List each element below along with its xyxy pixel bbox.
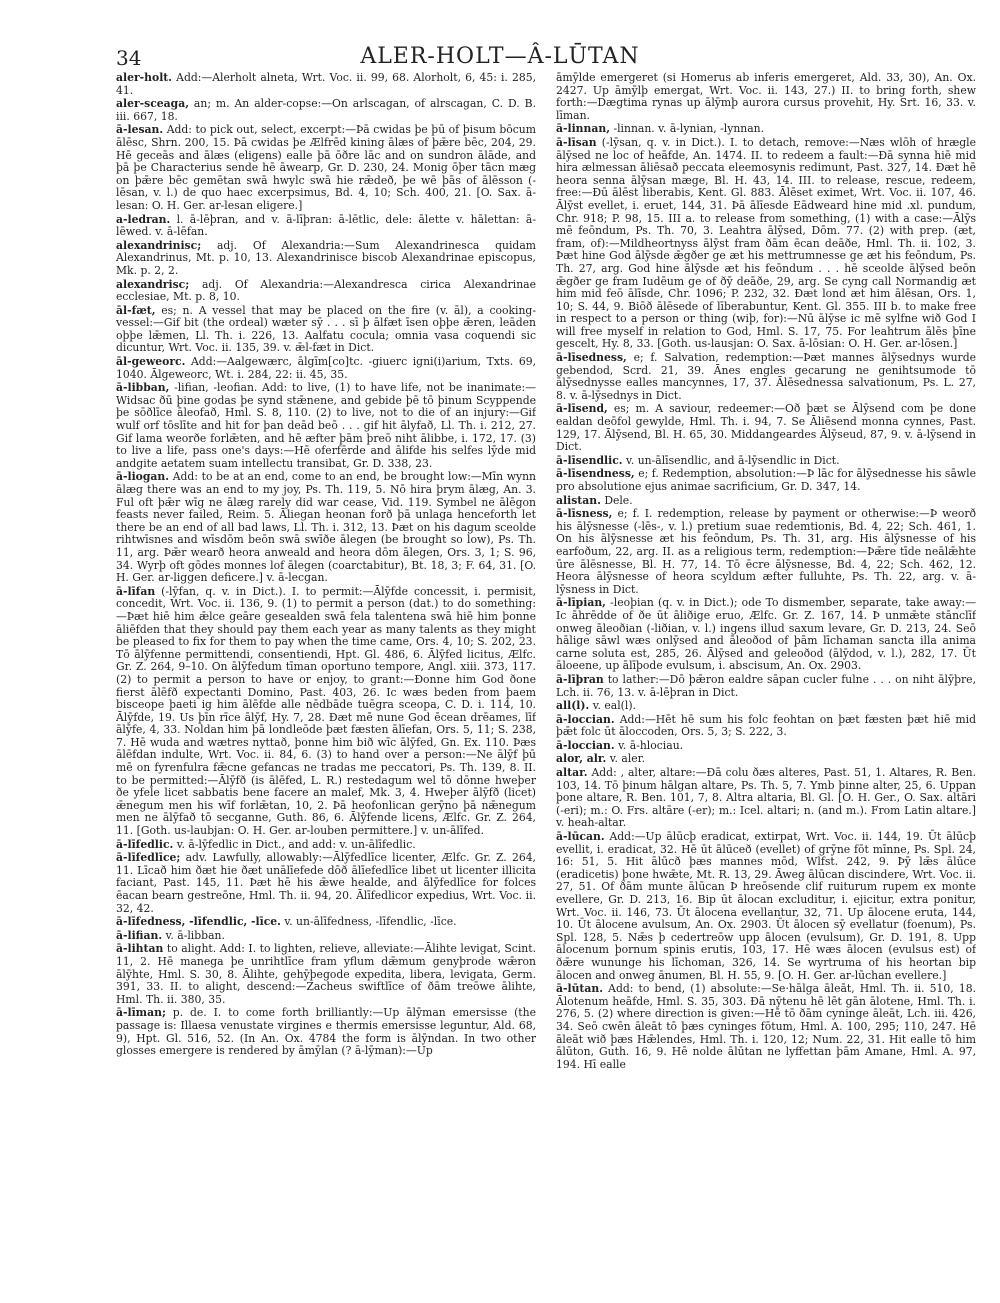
entry-headword: aler-sceaga, bbox=[116, 97, 189, 111]
dictionary-entry bbox=[556, 740, 976, 753]
dictionary-entry bbox=[116, 98, 536, 123]
dictionary-entry bbox=[116, 471, 536, 584]
dictionary-entry bbox=[556, 714, 976, 739]
entry-headword: ā-lihtan bbox=[116, 942, 164, 956]
entry-text: Add: to pick out, select, excerpt:—Þā cwidas þe þū of þisum bōcum ālēsc, Shrn. 200, 15. Þā cwidas þe Ælfrēd kining ālæs of þǣre bēc, 204, 29. Hē geceās and ālæs (eligens) ealle þā ōðre lāc and on sundron ālāde, and þā þe Characterius sende hē āwearp, Gr. D. 230, 24. Monig ōþer tācn mæg on þǣre bēc gemētan swā hwylc swā hie rǣdeð, þe wē þās of ālēsson (-lēsan, v. l.) de quo haec excerpsimus, Bd. 4, 10; Sch. 400, 21. [O. Sax. ā-lesan: O. H. Ger. ar-lesan eligere.] bbox=[116, 123, 536, 212]
entry-headword: alexandrinisc; bbox=[116, 238, 202, 252]
dictionary-entry bbox=[556, 403, 976, 453]
dictionary-entry bbox=[116, 240, 536, 278]
entry-headword: ā-lūtan. bbox=[556, 982, 604, 996]
entry-text: (-lȳsan, q. v. in Dict.). I. to detach, remove:—Næs wlōh of hrægle ālȳsed ne loc of heāfde, An. 1474. II. to redeem a fault:—Ðā synna hiē mid hira ælmessan āliēsað peccata eleemosynis redimunt, Past. 327, 14. Ðæt hē heora senna ālȳsan mæge, Bl. H. 43, 14. III. to release, rescue, redeem, free:—Ðū ālēst liberabis, Kent. Gl. 883. Ālēset eximet, Wrt. Voc. ii. 107, 46. Ālȳst evellet, i. eruet, 144, 31. Þā ālīesde Eādweard hine mid .xl. pundum, Chr. 918; P. 98, 15. III a. to release from something, (1) with a case:—Ālȳs mē feōndum, Ps. Th. 70, 3. Leahtra ālȳsed, Dōm. 77. (2) with prep. (æt, fram, of):—Mildheortnyss ālȳst fram ðām ēcan deāðe, Hml. Th. ii. 102, 3. Þæt hine God ālȳsde ǣgðer ge æt his mettrumnesse ge æt his feōndum, Ps. Th. 27, arg. God hine ālȳsde æt his feōndum . . . hē sceolde ālȳsed beōn ǣgðer ge fram Iudēum ge of ðȳ deāðe, 29, arg. Se cyng call Normandig æt him mid feō ālīsde, Chr. 1096; P. 232, 32. Ðæt lond æt him ālēsan, Ors. 1, 10; S. 44, 9. Biōð ālēsede of līberabuntur, Kent. Gl. 355. III b. to make free in respect to a person or thing (wiþ, for):—Nū ālȳse ic mē sylfne wið God I will free myself in relation to God, Hml. S. 17, 75. For leahtrum ālēs þīne gescelt, Hy. 8, 33. [Goth. us-lausjan: O. Sax. ā-lōsian: O. H. Ger. ar-lōsen.] bbox=[556, 135, 976, 351]
entry-text: v. ā-lȳfedlic in Dict., and add: v. un-ālīfedlic. bbox=[176, 837, 416, 851]
entry-text: (-lȳfan, q. v. in Dict.). I. to permit:—Ālȳfde concessit, i. permisit, concedit, Wrt. Voc. ii. 136, 9. (1) to permit a person (dat.) to do something:—Þæt hiē him ǣlce geāre gesealden swā fela talentena swā hiē him þonne āliēfden that they should pay them each year as many talents as they might be pleased to fix for them to pay when the time came, Ors. 4, 10; S. 202, 23. Tō ālȳfenne permittendi, consentiendi, Hpt. Gl. 486, 6. Ālȳfed licitus, Ælfc. Gr. Z. 264, 9–10. On ālȳfedum tīman oportuno tempore, Angl. xiii. 373, 117. (2) to permit a person to have or enjoy, to grant:—Ðonne him God ðone fierst ālēfð expectanti Domino, Past. 403, 26. Ic wæs beden from þaem bisceope þaeti ig him ālēfde alle nēdbāde tuēgra sceopa, C. D. i. 114, 10. Ālȳfde, 19. Us þīn rīce ālȳf, Hy. 7, 28. Ðæt mē nune God ēcean drēames, līf ālȳfe, 4, 33. Noldan him þā londleōde þæt fæsten ālīefan, Ors. 5, 11; S. 238, 7. Hē wuda and wætres nyttað, þonne him bið wīc ālȳfed, Gn. Ex. 110. Þæs ālēfdan indulte, Wrt. Voc. ii. 84, 6. (3) to hand over a person:—Ne ālȳf þū mē on fyrenfulra fǣcne gefancas ne tradas me peccatori, Ps. Th. 139, 8. II. to be permitted:—Ālȳfð (is ālēfed, L. R.) restedagum wel tō dōnne hweþer ðe yfele licet sabbatis bene facere an malef, Mk. 3, 4. Hweþer ālȳfð (licet) ǣnegum men his wīf forlǣtan, 10, 2. Þā heofonlican gerȳno þā nǣnegum men ne ālȳfað tō secganne, Guth. 86, 6. Ālȳfende licens, Ælfc. Gr. Z. 264, 11. [Goth. us-laubjan: O. H. Ger. ar-louben permittere.] v. un-ālīfed. bbox=[116, 584, 536, 838]
entry-text: es; n. A vessel that may be placed on the fire (v. āl), a cooking-vessel:—Gif bit (the ordeal) wæter sȳ . . . sī þ ālfæt īsen oþþe ǣren, leāden oþþe lǣmen, Ll. Th. i. 226, 13. Aalfatu cocula; omnia vasa coquendi sic dicuntur, Wrt. Voc. ii. 135, 39. v. ǣl-fæt in Dict. bbox=[116, 303, 536, 355]
dictionary-entry bbox=[556, 983, 976, 1071]
entry-text: to lather:—Dō þǣron ealdre sāpan cucler fulne . . . on niht ālȳþre, Lch. ii. 76, 13. v. ā-lēþran in Dict. bbox=[556, 672, 976, 699]
right-column bbox=[556, 72, 976, 1287]
entry-headword: ā-līsness, bbox=[556, 507, 613, 521]
entry-headword: ā-loccian. bbox=[556, 738, 615, 752]
dictionary-entry bbox=[116, 943, 536, 1006]
dictionary-entry bbox=[556, 597, 976, 673]
entry-headword: āl-fæt, bbox=[116, 303, 156, 317]
left-column bbox=[116, 72, 536, 1287]
entry-headword: alistan. bbox=[556, 493, 601, 507]
entry-text: to alight. Add: I. to lighten, relieve, alleviate:—Ālihte levigat, Scint. 11, 2. Hē manega þe unrihtlīce fram yflum dǣmum genyþrode wǣron ālȳhte, Hml. S. 30, 8. Ālihte, gehȳþegode expedita, libera, levigata, Germ. 391, 33. II. to alight, descend:—Zacheus swiftlīce of ðām treōwe ālihte, Hml. Th. ii. 380, 35. bbox=[116, 942, 536, 1006]
dictionary-entry bbox=[556, 352, 976, 402]
dictionary-entry bbox=[556, 767, 976, 830]
dictionary-entry bbox=[556, 508, 976, 596]
entry-text: -lifian, -leofian. Add: to live, (1) to have life, not be inanimate:—Widsac ðū þine godas þe synd stǣnene, and gebide þē tō þinum Scyppende þe sōðlīce āleofað, Hml. S. 8, 110. (2) to live, not to die of an injury:—Gif wulf orf tōslīte and hit for þan deād beō . . . gif hit ālyfað, Ll. Th. i. 212, 27. Gif lama weorðe forlǣten, and hē æfter þām þreō niht ālibbe, i. 172, 17. (3) to live a life, pass one's days:—Hē oferfērde and ālifde his selfes lȳde mid andgite aetatem suam intellectu transibat, Gr. D. 338, 23. bbox=[116, 381, 536, 470]
entry-headword: ā-lūcan. bbox=[556, 830, 605, 844]
entry-headword: alor, alr. bbox=[556, 752, 607, 766]
dictionary-entry bbox=[556, 72, 976, 122]
page-number: 34 bbox=[116, 46, 142, 70]
entry-text: v. un-ālīsendlic, and ā-lȳsendlic in Dict. bbox=[626, 453, 840, 467]
entry-headword: ā-libban, bbox=[116, 381, 170, 395]
dictionary-entry bbox=[116, 356, 536, 381]
entry-text: an; m. An alder-copse:—On arlscagan, of alrscagan, C. D. B. iii. 667, 18. bbox=[116, 97, 536, 123]
dictionary-entry bbox=[116, 279, 536, 304]
entry-text: v. eal(l). bbox=[592, 699, 636, 713]
entry-headword: altar. bbox=[556, 766, 588, 780]
dictionary-entry bbox=[116, 1007, 536, 1057]
entry-text: p. de. I. to come forth brilliantly:—Up ālȳman emersisse (the passage is: Illaesa venustate virgines e thermis emersisse leguntur, Ald. 68, 9), Hpt. Gl. 516, 52. (In An. Ox. 4784 the form is ālȳndan. In two other glosses emergere is rendered by āmȳlan (? ā-lȳman):—Up bbox=[116, 1006, 536, 1058]
entry-text: es; m. A saviour, redeemer:—Oð þæt se Ālȳsend com þe done ealdan deōfol gewylde, Hml. Th. i. 94, 7. Se Āliēsend monna cynnes, Past. 129, 17. Ālȳsend, Bl. H. 65, 30. Middangeardes Ālȳseud, 87, 9. v. ā-lȳsend in Dict. bbox=[556, 402, 976, 454]
dictionary-entry bbox=[116, 852, 536, 915]
entry-text: Add:—Aalgewærc, ālgīm[co]tc. -giuerc igni(i)arium, Txts. 69, 1040. Ālgeweorc, Wt. i. 284, 22: ii. 45, 35. bbox=[116, 355, 536, 381]
entry-headword: āl-geweorc. bbox=[116, 355, 186, 369]
entry-headword: ā-līsedness, bbox=[556, 351, 627, 365]
entry-headword: ā-līfedlīce; bbox=[116, 851, 181, 865]
dictionary-entry bbox=[556, 468, 976, 493]
entry-headword: alexandrisc; bbox=[116, 277, 190, 291]
entry-text: e; f. I. redemption, release by payment or otherwise:—Þ weorð his ālȳsnesse (-lēs-, v. l.) pretium suae redemtionis, Bd. 4, 22; Sch. 461, 1. On his ālȳsnesse æt his feōndum, Ps. Th. 31, arg. His ālȳsnesse of his earfoðum, 22, arg. II. as a religious term, redemption:—Þǣre tīde neālǣhte ūre ālēsnesse, Bl. H. 77, 14. Tō ēcre ālȳsnesse, Bd. 4, 22; Sch. 462, 12. Heora ālȳsnesse of heora scyldum æfter fulluhte, Ps. Th. 22, arg. v. ā-lȳsness in Dict. bbox=[556, 507, 976, 596]
entry-headword: ā-liogan. bbox=[116, 470, 170, 484]
entry-headword: ā-līman; bbox=[116, 1006, 166, 1020]
dictionary-entry bbox=[116, 72, 536, 97]
dictionary-entry bbox=[556, 753, 976, 766]
dictionary-entry bbox=[556, 123, 976, 136]
entry-text: v. ā-libban. bbox=[165, 928, 225, 942]
entry-headword: ā-līfedlic. bbox=[116, 837, 174, 851]
entry-text: āmȳlde emergeret (si Homerus ab inferis emergeret, Ald. 33, 30), An. Ox. 2427. Up āmȳlþ emergat, Wrt. Voc. ii. 143, 27.) II. to bring forth, shew forth:—Dægtima rynas up ālȳmþ aurora cursus provehit, Hy. Srt. 16, 33. v. līman. bbox=[556, 72, 976, 122]
entry-text: -linnan. v. ā-lynian, -lynnan. bbox=[613, 122, 765, 136]
dictionary-entry bbox=[116, 586, 536, 838]
dictionary-entry bbox=[116, 382, 536, 470]
entry-headword: a-ledran. bbox=[116, 212, 171, 226]
entry-text: -leoþian (q. v. in Dict.); ode To dismember, separate, take away:—Ic āhrēdde of ðe ūt āliðige eruo, Ælfc. Gr. Z. 167, 14. Þ unmǣte stānclīf onweg āleoðian (-liðian, v. l.) ingens illud saxum levare, Gr. D. 213, 24. Seō hālige sāwl wæs onlȳsed and āleoðod of þām līchaman sancta illa anima carne soluta est, 285, 26. Ālȳsed and geleoðod (ālȳdod, v. l.), 282, 17. Ūt āloeene, up ālīþode evulsum, i. abscisum, An. Ox. 2903. bbox=[556, 596, 976, 673]
entry-headword: aler-holt. bbox=[116, 72, 173, 84]
entry-headword: ā-līsendness, bbox=[556, 467, 635, 481]
entry-text: Add:—Alerholt alneta, Wrt. Voc. ii. 99, 68. Alorholt, 6, 45: i. 285, 41. bbox=[116, 72, 536, 97]
dictionary-entry bbox=[116, 839, 536, 852]
entry-text: Add: , alter, altare:—Ðā colu ðæs alteres, Past. 51, 1. Altares, R. Ben. 103, 14. Tō þinum hālgan altare, Ps. Th. 5, 7. Ymb þinne alter, 25, 6. Uppan þone altare, R. Ben. 101, 7, 8. Altra altaria, Bl. Gl. [O. H. Ger., O. Sax. altāri (-eri); m.: O. Frs. altāre (-er); m.: Icel. altari; n. (and m.). From Latin altare.] v. heah-altar. bbox=[556, 766, 976, 830]
dictionary-entry bbox=[556, 831, 976, 982]
entry-headword: all(l). bbox=[556, 699, 590, 713]
entry-headword: ā-līfan bbox=[116, 584, 156, 598]
entry-text: adj. Of Alexandria:—Alexandresca cirica Alexandrinae ecclesiae, Mt. p. 8, 10. bbox=[116, 277, 536, 304]
dictionary-entry bbox=[116, 916, 536, 929]
entry-headword: ā-līsend, bbox=[556, 402, 608, 416]
entry-headword: ā-līsendlic. bbox=[556, 453, 623, 467]
dictionary-entry bbox=[556, 137, 976, 351]
entry-text: e; f. Redemption, absolution:—Þ lāc for ālȳsednesse his sāwle pro absolutione ejus animae sacrificium, Gr. D. 347, 14. bbox=[556, 467, 976, 493]
entry-text: Add: to bend, (1) absolute:—Se·hālga āleāt, Hml. Th. ii. 510, 18. Ālotenum heāfde, Hml. S. 35, 303. Ðā nȳtenu hē lēt gān ālotene, Hml. Th. i. 276, 5. (2) where direction is given:—Hē tō ðām cyninge āleāt, Lch. iii. 426, 34. Seō cwēn āleāt tō þæs cyninges fōtum, Hml. A. 100, 295; 110, 247. Hē āleāt wið þæs Hǣlendes, Hml. Th. i. 120, 12; Num. 22, 31. Hit ealle tō him ālūton, Guth. 16, 9. Hē nolde ālūtan ne lyffettan þām Amane, Hml. A. 97, 194. Hī ealle bbox=[556, 982, 976, 1071]
entry-headword: ā-linnan, bbox=[556, 122, 610, 136]
dictionary-entry bbox=[116, 124, 536, 212]
entry-headword: ā-līpian, bbox=[556, 596, 606, 610]
dictionary-entry bbox=[556, 700, 976, 713]
entry-text: e; f. Salvation, redemption:—Þæt mannes ālȳsednys wurde gebendod, Scrd. 21, 39. Ānes engles gecarung ne genihtsumode tō ālȳsednysse ealles mancynnes, 17, 37. Ālēsednessa salvationum, Ps. L. 27, 8. v. ā-lȳsednys in Dict. bbox=[556, 351, 976, 402]
dictionary-entry bbox=[556, 455, 976, 468]
entry-text: Dele. bbox=[604, 493, 633, 507]
dictionary-entry bbox=[116, 305, 536, 355]
dictionary-entry bbox=[556, 495, 976, 508]
entry-text: v. un-ālīfedness, -līfendlic, -līce. bbox=[284, 915, 457, 929]
entry-headword: ā-līfedness, -līfendlic, -līce. bbox=[116, 915, 281, 929]
dictionary-entry bbox=[116, 214, 536, 239]
dictionary-entry bbox=[556, 674, 976, 699]
entry-headword: ā-lesan. bbox=[116, 123, 164, 137]
entry-text: v. aler. bbox=[609, 752, 646, 766]
entry-text: Add:—Hēt hē sum his folc feohtan on þæt fæsten þæt hiē mid þǣt folc ūt āloccoden, Ors. 5, 3; S. 222, 3. bbox=[556, 712, 976, 739]
entry-headword: ā-lifian. bbox=[116, 928, 163, 942]
entry-headword: ā-līsan bbox=[556, 135, 597, 149]
entry-text: Add:—Up ālūcþ eradicat, extirpat, Wrt. Voc. ii. 144, 19. Ūt ālūcþ evellit, i. eradicat, 32. Hē ūt ālūceð (evellet) of grȳne fōt mīnne, Ps. Spl. 24, 16: 51, 5. Hit ālūcð þæs mannes mōd, Wlfst. 242, 9. Þȳ lǣs ālūce (eradicetis) þone hwǣte, Mt. R. 13, 29. Āweg ālūcan discindere, Wrt. Voc. ii. 27, 51. Of ðām munte ālūcan Þ hreōsende clif ruiturum rupem ex monte evellere, Gr. D. 213, 16. Bip ūt ālocan excluditur, i. ejicitur, extra ponitur, Wrt. Voc. ii. 146, 73. Ūt ālocena evellantur, 32, 71. Up ālocene eruta, 144, 10. Ūt ālocene avulsum, An. Ox. 2903. Ūt ālocen sȳ evellatur (foenum), Ps. Spl. 128, 5. Nǣs þ cedertreōw upp ālocen (evulsum), Gr. D. 191, 8. Upp ālocenum þornum spinis erutis, 103, 17. Hē wæs ālocen (evulsus est) of ðǣre wununge his līchoman, 326, 14. Se wyrtruma of his heortan bip ālocen and onweg ānumen, Bl. H. 55, 9. [O. H. Ger. ar-lūchan evellere.] bbox=[556, 830, 976, 982]
entry-headword: ā-līþran bbox=[556, 672, 604, 686]
entry-text: adj. Of Alexandria:—Sum Alexandrinesca quidam Alexandrinus, Mt. p. 10, 13. Alexandrinisce biscob Alexandrinae episcopus, Mk. p. 2, 2. bbox=[116, 238, 536, 277]
entry-headword: ā-loccian. bbox=[556, 712, 615, 726]
entry-text: v. ā-hlociau. bbox=[618, 738, 684, 752]
dictionary-entry bbox=[116, 930, 536, 943]
entry-text: Add: to be at an end, come to an end, be brought low:—Mīn wynn ālæg there was an end to my joy, Ps. Th. 119, 5. Nō hira þrym ālæg, An. 3. Ful oft þǣr wīg ne ālæg rarely did war cease, Vid. 119. Symbel ne ālēgon feasts never failed, Reim. 5. Āliegan heonan forð þā unlaga henceforth let there be an end of all bad laws, Ll. Th. i. 312, 13. Þæt on his dagum sceolde rihtwīsnes and wīsdōm beōn swā swīðe ālegen (be brought so low), Ps. Th. 11, arg. Þǣr wearð heora anweald and heora dōm ālegen, Ors. 3, 1; S. 96, 34. Wyrþ oft gōdes monnes lof ālegen (coarctabitur), Bt. 18, 3; F. 64, 31. [O. H. Ger. ar-liggen deficere.] v. ā-lecgan. bbox=[116, 470, 536, 585]
entry-text: adv. Lawfully, allowably:—Ālȳfedlīce licenter, Ælfc. Gr. Z. 264, 11. Līcað him ðæt hie ðæt unālīefede dōð ālīefedlīce libet ut licenter illicita faciant, Past. 145, 11. Þæt hē his ǣwe healde, and ālȳfedlīce for folces ēacan bearn gestreōne, Hml. Th. ii. 94, 20. Ālīfedlicor expedius, Wrt. Voc. ii. 32, 42. bbox=[116, 851, 536, 915]
running-title: ALER-HOLT—Â-LŪTAN bbox=[360, 44, 640, 69]
entry-text: l. ā-lēþran, and v. ā-līþran: ā-lētlic, dele: ālette v. hālettan: ā-lēwed. v. ā-lēfan. bbox=[116, 212, 536, 239]
